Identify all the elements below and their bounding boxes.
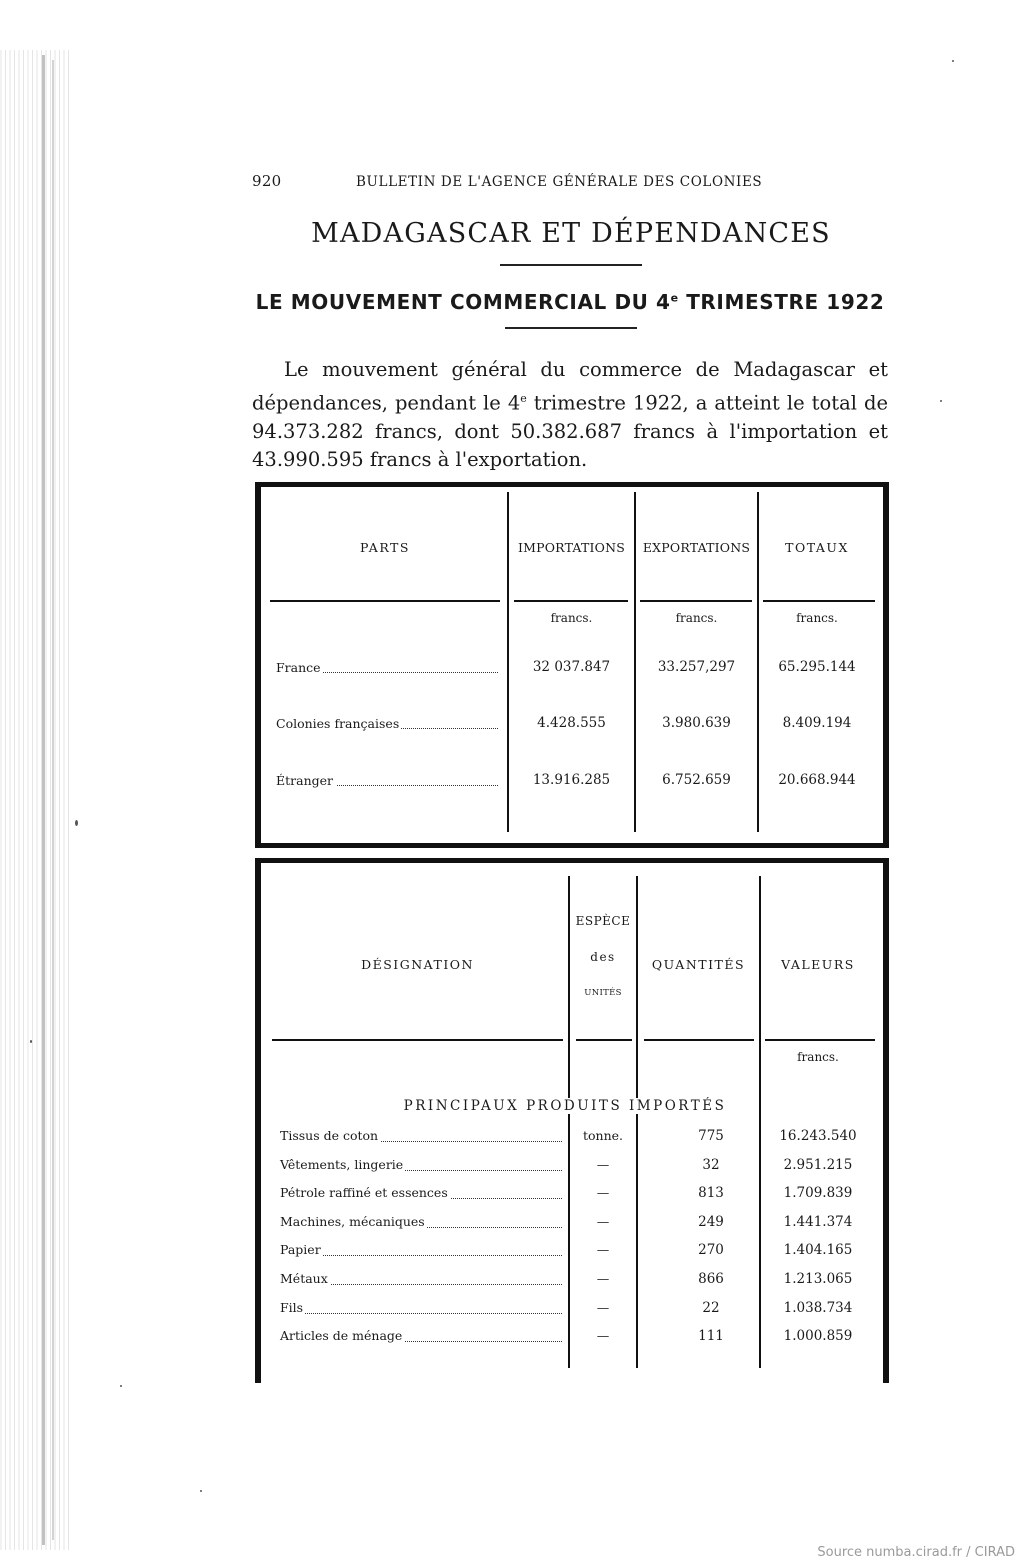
binding-shadow-line [42, 55, 45, 1545]
product-quantity: 249 [698, 1214, 724, 1230]
unit-label: francs. [550, 611, 593, 625]
scan-speck [75, 820, 78, 826]
colonies-total: 8.409.194 [782, 715, 852, 731]
table1-header-rule [270, 600, 500, 602]
unit-label: francs. [797, 1050, 839, 1064]
product-label: Métaux [280, 1271, 328, 1286]
table2-col-divider [636, 876, 638, 1368]
product-label: Articles de ménage [280, 1328, 403, 1343]
product-unit: — [596, 1185, 610, 1200]
product-quantity: 32 [702, 1157, 720, 1173]
binding-shadow-line [52, 60, 54, 1540]
product-value: 1.038.734 [783, 1300, 853, 1316]
subtitle-text-end: TRIMESTRE 1922 [678, 290, 885, 314]
colonies-imports: 4.428.555 [537, 715, 606, 731]
table2-header-espece: ESPÈCE [575, 914, 631, 928]
dot-leader [280, 1313, 562, 1314]
page-number: 920 [252, 172, 282, 190]
table2-header-rule [644, 1039, 754, 1041]
product-value: 1.000.859 [783, 1328, 853, 1344]
product-unit: — [596, 1242, 610, 1257]
table2-header-rule [272, 1039, 563, 1041]
etranger-exports: 6.752.659 [662, 772, 731, 788]
product-value: 1.709.839 [783, 1185, 853, 1201]
product-label: Pétrole raffiné et essences [280, 1185, 448, 1200]
unit-label: francs. [796, 611, 838, 625]
article-title: MADAGASCAR ET DÉPENDANCES [311, 218, 831, 249]
section-heading [260, 1098, 870, 1114]
row-label-colonies: Colonies françaises [276, 716, 400, 731]
table1-header-rule [763, 600, 875, 602]
table1-header-rule [640, 600, 752, 602]
article-subtitle [252, 290, 888, 314]
scan-speck [120, 1385, 122, 1387]
source-watermark: Source numba.cirad.fr / CIRAD [817, 1545, 1015, 1560]
table1-header-parts: PARTS [360, 540, 410, 555]
product-quantity: 813 [698, 1185, 724, 1201]
unit-label: francs. [675, 611, 718, 625]
product-value: 16.243.540 [779, 1128, 857, 1144]
table1-header-exports: EXPORTATIONS [642, 540, 751, 555]
subtitle-superscript: e [670, 291, 679, 305]
product-quantity: 111 [698, 1328, 724, 1344]
table2-col-divider [759, 876, 761, 1368]
product-label: Fils [280, 1300, 304, 1315]
table1-header-rule [514, 600, 628, 602]
scan-speck [940, 400, 942, 402]
scan-speck [30, 1040, 32, 1043]
colonies-exports: 3.980.639 [662, 715, 731, 731]
row-label-etranger: Étranger [276, 773, 337, 788]
product-quantity: 270 [698, 1242, 724, 1258]
product-label: Tissus de coton [280, 1128, 379, 1143]
product-quantity: 866 [698, 1271, 724, 1287]
row-label-france: France [276, 660, 321, 675]
product-unit: — [596, 1214, 610, 1229]
product-unit: — [596, 1157, 610, 1172]
product-quantity: 775 [698, 1128, 724, 1144]
scan-speck [952, 60, 954, 62]
table2-header-rule [765, 1039, 875, 1041]
scan-speck [200, 1490, 202, 1492]
etranger-imports: 13.916.285 [532, 772, 611, 788]
product-unit: — [596, 1271, 610, 1286]
product-unit: — [596, 1300, 610, 1315]
product-value: 2.951.215 [783, 1157, 853, 1173]
paragraph-superscript: e [520, 391, 527, 405]
etranger-total: 20.668.944 [778, 772, 856, 788]
table2-header-designation: DÉSIGNATION [361, 957, 474, 972]
paragraph-text: Le mouvement général du commerce de Madagascar et dépendances, pendant le 4 [252, 358, 888, 414]
subtitle-text: LE MOUVEMENT COMMERCIAL DU 4 [255, 290, 671, 314]
table2-header-unites: UNITÉS [584, 988, 622, 998]
product-label: Machines, mécaniques [280, 1214, 425, 1229]
product-unit: tonne. [582, 1128, 624, 1143]
product-unit: — [596, 1328, 610, 1343]
table1-header-totals: TOTAUX [785, 540, 849, 555]
product-label: Papier [280, 1242, 321, 1257]
table1-header-imports: IMPORTATIONS [517, 540, 625, 555]
product-value: 1.441.374 [783, 1214, 853, 1230]
france-total: 65.295.144 [778, 659, 856, 675]
section-title-text: PRINCIPAUX PRODUITS IMPORTÉS [398, 1098, 733, 1114]
table2-header-quantites: QUANTITÉS [651, 957, 746, 972]
running-title: BULLETIN DE L'AGENCE GÉNÉRALE DES COLONIES [356, 174, 763, 190]
france-imports: 32 037.847 [532, 659, 611, 675]
france-exports: 33.257,297 [657, 659, 736, 675]
paragraph-text-end: trimestre 1922, a atteint le total de 94.373.282 francs, dont 50.382.687 francs à l'importation et 43.990.595 francs à l'exportation. [252, 391, 888, 471]
product-label: Vêtements, lingerie [280, 1157, 404, 1172]
intro-paragraph [252, 356, 888, 475]
title-rule [500, 264, 642, 266]
table2-header-valeurs: VALEURS [781, 957, 855, 972]
product-value: 1.213.065 [783, 1271, 853, 1287]
subtitle-rule [505, 327, 637, 329]
scanned-page-edge [0, 50, 70, 1550]
product-quantity: 22 [702, 1300, 720, 1316]
table2-header-des: des [590, 950, 616, 964]
table2-header-rule [576, 1039, 632, 1041]
product-value: 1.404.165 [783, 1242, 853, 1258]
